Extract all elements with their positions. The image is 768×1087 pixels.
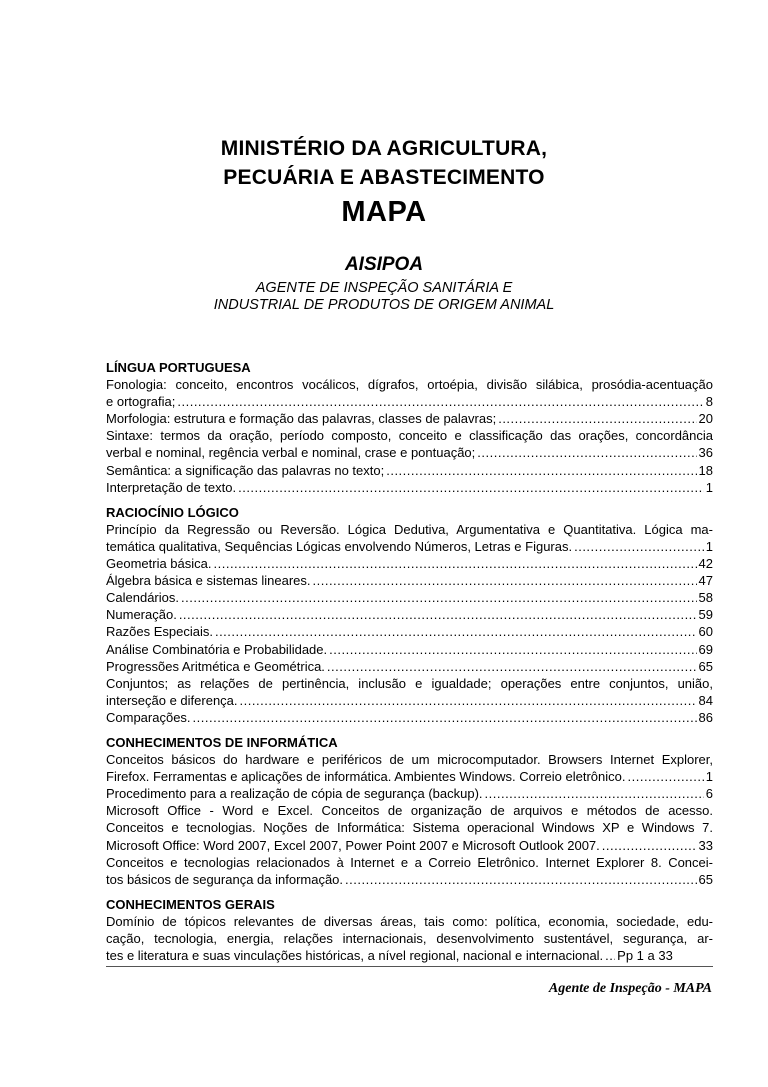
toc-item bbox=[106, 675, 713, 709]
page-number: 86 bbox=[698, 709, 713, 725]
page-number: 47 bbox=[698, 573, 713, 589]
toc-item bbox=[106, 427, 713, 461]
toc-item bbox=[106, 751, 713, 785]
ministry-title-line1: MINISTÉRIO DA AGRICULTURA, bbox=[220, 137, 548, 160]
dot-leader bbox=[179, 606, 697, 623]
section-conhecimentos-gerais bbox=[106, 896, 713, 964]
page-number: 1 bbox=[705, 479, 713, 495]
toc-item bbox=[106, 410, 713, 427]
dot-leader bbox=[313, 572, 697, 589]
toc-text: Álgebra básica e sistemas lineares. bbox=[106, 573, 311, 589]
toc-item bbox=[106, 623, 713, 640]
toc-item bbox=[106, 641, 713, 658]
toc-text: Procedimento para a realização de cópia de segurança (backup). bbox=[106, 786, 483, 802]
dot-leader bbox=[485, 785, 704, 802]
toc-item bbox=[106, 376, 713, 410]
toc-text: Interpretação de texto. bbox=[106, 479, 237, 495]
dot-leader bbox=[327, 658, 697, 675]
dot-leader bbox=[215, 623, 697, 640]
table-of-contents bbox=[106, 359, 713, 972]
dot-leader bbox=[181, 589, 697, 606]
toc-item bbox=[106, 479, 713, 496]
section-raciocinio-logico bbox=[106, 504, 713, 726]
section-title: RACIOCÍNIO LÓGICO bbox=[106, 504, 239, 520]
toc-item bbox=[106, 555, 713, 572]
page-number: 84 bbox=[698, 692, 713, 708]
dot-leader bbox=[240, 692, 697, 709]
toc-text: Calendários. bbox=[106, 590, 179, 606]
section-informatica bbox=[106, 734, 713, 888]
dot-leader bbox=[605, 947, 615, 964]
toc-text: Semântica: a significação das palavras no texto; bbox=[106, 462, 385, 478]
section-title: CONHECIMENTOS DE INFORMÁTICA bbox=[106, 734, 338, 750]
page-number: 59 bbox=[698, 607, 713, 623]
page-number: 65 bbox=[698, 871, 713, 887]
dot-leader bbox=[498, 410, 696, 427]
section-lingua-portuguesa bbox=[106, 359, 713, 496]
dot-leader bbox=[386, 462, 696, 479]
dot-leader bbox=[214, 555, 697, 572]
page-number: 20 bbox=[698, 411, 713, 427]
page-number: 6 bbox=[705, 786, 713, 802]
page-number: 42 bbox=[698, 556, 713, 572]
page-number: Pp 1 a 33 bbox=[617, 948, 673, 964]
page-number: 60 bbox=[698, 624, 713, 640]
page-number: 36 bbox=[698, 445, 713, 461]
role-line1: AGENTE DE INSPEÇÃO SANITÁRIA E bbox=[255, 280, 513, 296]
toc-text: cação, tecnologia, energia, relações internacionais, desenvolvimento sustentável, segurança, ar- bbox=[106, 931, 713, 946]
toc-item bbox=[106, 658, 713, 675]
dot-leader bbox=[345, 871, 697, 888]
toc-item bbox=[106, 572, 713, 589]
toc-text: Razões Especiais. bbox=[106, 624, 213, 640]
dot-leader bbox=[477, 444, 696, 461]
page-number: 18 bbox=[698, 462, 713, 478]
toc-text: Análise Combinatória e Probabilidade. bbox=[106, 641, 328, 657]
toc-text: Firefox. Ferramentas e aplicações de informática. Ambientes Windows. Correio eletrônico. bbox=[106, 769, 626, 785]
toc-text: Comparações. bbox=[106, 709, 191, 725]
dot-leader bbox=[177, 393, 703, 410]
dot-leader bbox=[329, 641, 696, 658]
toc-text: verbal e nominal, regência verbal e nominal, crase e pontuação; bbox=[106, 445, 476, 461]
toc-text: Microsoft Office: Word 2007, Excel 2007, Power Point 2007 e Microsoft Outlook 2007. bbox=[106, 837, 600, 853]
role-acronym: AISIPOA bbox=[344, 254, 424, 275]
page-number: 8 bbox=[705, 394, 713, 410]
toc-item bbox=[106, 854, 713, 888]
dot-leader bbox=[238, 479, 704, 496]
page-number: 58 bbox=[698, 590, 713, 606]
dot-leader bbox=[628, 768, 704, 785]
toc-text: Morfologia: estrutura e formação das palavras, classes de palavras; bbox=[106, 411, 497, 427]
toc-text: tes e literatura e suas vinculações históricas, a nível regional, nacional e internacional. bbox=[106, 948, 604, 964]
toc-text: Fonologia: conceito, encontros vocálicos, dígrafos, ortoépia, divisão silábica, prosódia-acentuação bbox=[106, 377, 713, 393]
dot-leader bbox=[602, 837, 697, 854]
toc-text: Princípio da Regressão ou Reversão. Lógica Dedutiva, Argumentativa e Quantitativa. Lógica ma- bbox=[106, 521, 713, 537]
toc-item bbox=[106, 709, 713, 726]
page-number: 1 bbox=[705, 538, 713, 554]
toc-item bbox=[106, 913, 713, 964]
ministry-title-line2: PECUÁRIA E ABASTECIMENTO bbox=[223, 166, 545, 189]
toc-item bbox=[106, 802, 713, 853]
footer-title: Agente de Inspeção - MAPA bbox=[548, 981, 712, 996]
toc-text: Sintaxe: termos da oração, período composto, conceito e classificação das orações, concordância bbox=[106, 428, 713, 444]
toc-text: Conceitos básicos do hardware e periféricos de um microcomputador. Browsers Internet Explorer, bbox=[106, 752, 713, 768]
dot-leader bbox=[193, 709, 697, 726]
toc-text: Domínio de tópicos relevantes de diversas áreas, tais como: política, economia, sociedade, edu- bbox=[106, 913, 713, 929]
toc-text: temática qualitativa, Sequências Lógicas envolvendo Números, Letras e Figuras. bbox=[106, 538, 573, 554]
toc-text: Progressões Aritmética e Geométrica. bbox=[106, 658, 325, 674]
dot-leader bbox=[574, 538, 704, 555]
toc-text: Geometria básica. bbox=[106, 556, 212, 572]
page-number: 1 bbox=[705, 769, 713, 785]
toc-item bbox=[106, 589, 713, 606]
toc-text: Conceitos e tecnologias. Noções de Informática: Sistema operacional Windows XP e Windows 7. bbox=[106, 820, 713, 836]
role-line2: INDUSTRIAL DE PRODUTOS DE ORIGEM ANIMAL bbox=[213, 297, 555, 313]
footer-divider bbox=[106, 966, 713, 967]
toc-item bbox=[106, 462, 713, 479]
toc-item bbox=[106, 521, 713, 555]
page-number: 33 bbox=[698, 837, 713, 853]
section-title: CONHECIMENTOS GERAIS bbox=[106, 896, 275, 912]
toc-text: Numeração. bbox=[106, 607, 177, 623]
toc-item bbox=[106, 606, 713, 623]
toc-item bbox=[106, 785, 713, 802]
toc-text: Conjuntos; as relações de pertinência, inclusão e igualdade; operações entre conjuntos, união, bbox=[106, 675, 713, 691]
section-title: LÍNGUA PORTUGUESA bbox=[106, 360, 251, 375]
toc-text: tos básicos de segurança da informação. bbox=[106, 871, 344, 887]
toc-text: interseção e diferença. bbox=[106, 692, 238, 708]
toc-text: Microsoft Office - Word e Excel. Conceitos de organização de arquivos e métodos de acesso. bbox=[106, 803, 713, 819]
toc-text: e ortografia; bbox=[106, 394, 176, 410]
toc-text: Conceitos e tecnologias relacionados à Internet e a Correio Eletrônico. Internet Explorer 8. Concei- bbox=[106, 854, 713, 870]
acronym-title: MAPA bbox=[341, 196, 427, 228]
page-number: 65 bbox=[698, 658, 713, 674]
page-number: 69 bbox=[698, 641, 713, 657]
